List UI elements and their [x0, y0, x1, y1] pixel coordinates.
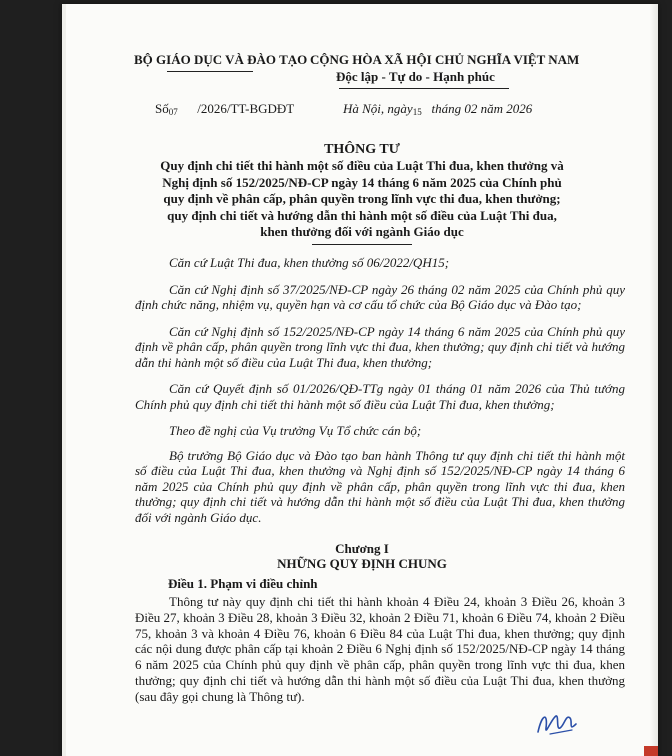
title-line: Quy định chi tiết thi hành một số điều của Luật Thi đua, khen thưởng và — [160, 158, 564, 173]
article-body — [135, 594, 625, 705]
date-suffix: tháng 02 năm 2026 — [431, 101, 533, 116]
document-page — [62, 4, 658, 756]
preamble-paragraph: Căn cứ Nghị định số 152/2025/NĐ-CP ngày 14 tháng 6 năm 2025 của Chính phủ quy định về phân cấp, phân quyền trong lĩnh vực thi đua, khen thưởng; quy định chi tiết và hướng dẫn thi hành một số điều của Luật Thi đua, khen thưởng; — [135, 323, 625, 370]
preamble-paragraph: Theo đề nghị của Vụ trưởng Vụ Tổ chức cán bộ; — [169, 423, 422, 438]
date-prefix: Hà Nội, ngày — [343, 101, 413, 116]
title-line: Nghị định số 152/2025/NĐ-CP ngày 14 tháng 6 năm 2025 của Chính phủ — [162, 174, 562, 190]
doc-number-prefix: Số — [155, 101, 169, 116]
ministry-underline — [167, 71, 253, 72]
title-line: quy định về phân cấp, phân quyền trong lĩnh vực thi đua, khen thưởng; — [163, 191, 561, 206]
preamble-paragraph: Căn cứ Luật Thi đua, khen thưởng số 06/2022/QH15; — [169, 255, 450, 270]
document-type: THÔNG TƯ — [324, 142, 400, 157]
preamble-paragraph: Căn cứ Quyết định số 01/2026/QĐ-TTg ngày 01 tháng 01 năm 2026 của Thủ tướng Chính phủ quy định chi tiết thi hành một số điều của Luật Thi đua, khen thưởng; — [135, 381, 625, 412]
chapter-number: Chương I — [335, 541, 389, 556]
doc-number-value: 07 — [168, 107, 178, 117]
country-name: CỘNG HÒA XÃ HỘI CHỦ NGHĨA VIỆT NAM — [310, 52, 580, 67]
document-date — [343, 101, 532, 117]
document-title — [122, 141, 602, 241]
doc-number-suffix: /2026/TT-BGDĐT — [197, 101, 295, 116]
chapter-heading — [122, 541, 602, 571]
preamble-paragraph: Bộ trưởng Bộ Giáo dục và Đào tạo ban hành Thông tư quy định chi tiết thi hành một số điều của Luật Thi đua, khen thưởng và Nghị định số 152/2025/NĐ-CP ngày 14 tháng 6 năm 2025 của Chính phủ quy định về phân cấp, phân quyền trong lĩnh vực thi đua, khen thưởng; quy định chi tiết và hướng dẫn thi hành một số điều của Luật Thi đua, khen thưởng đối với ngành Giáo dục. — [135, 447, 625, 525]
ministry-name: BỘ GIÁO DỤC VÀ ĐÀO TẠO — [134, 52, 308, 67]
chapter-name: NHỮNG QUY ĐỊNH CHUNG — [277, 556, 447, 571]
preamble — [135, 255, 625, 525]
page-edge-right — [650, 4, 658, 756]
title-line: khen thưởng đối với ngành Giáo dục — [260, 224, 464, 239]
preamble-paragraph: Căn cứ Nghị định số 37/2025/NĐ-CP ngày 26 tháng 02 năm 2025 của Chính phủ quy định chức năng, nhiệm vụ, quyền hạn và cơ cấu tổ chức của Bộ Giáo dục và Đào tạo; — [135, 281, 625, 312]
title-line: quy định chi tiết và hướng dẫn thi hành một số điều của Luật Thi đua, — [167, 207, 557, 223]
article-title: Điều 1. Phạm vi điều chỉnh — [168, 576, 318, 591]
initials-signature — [532, 706, 582, 742]
date-day: 15 — [412, 107, 422, 117]
page-edge-left — [62, 4, 66, 756]
title-underline — [312, 244, 412, 245]
document-number — [155, 101, 294, 117]
corner-stamp-mark — [644, 746, 658, 756]
motto-underline — [339, 88, 509, 89]
article-paragraph: Thông tư này quy định chi tiết thi hành khoản 4 Điều 24, khoản 3 Điều 26, khoản 3 Điều 27, khoản 3 Điều 28, khoản 3 Điều 32, khoản 2 Điều 71, khoản 6 Điều 74, khoản 2 Điều 75, khoản 3 và khoản 4 Điều 76, khoản 6 Điều 84 của Luật Thi đua, khen thưởng; quy định các nội dung được phân cấp tại khoản 2 Điều 6 Nghị định số 152/2025/NĐ-CP ngày 14 tháng 6 năm 2025 của Chính phủ quy định về phân cấp, phân quyền trong lĩnh vực thi đua, khen thưởng; quy định chi tiết và hướng dẫn thi hành một số điều của Luật Thi đua, khen thưởng (sau đây gọi chung là Thông tư). — [135, 594, 625, 704]
national-motto: Độc lập - Tự do - Hạnh phúc — [336, 69, 495, 84]
